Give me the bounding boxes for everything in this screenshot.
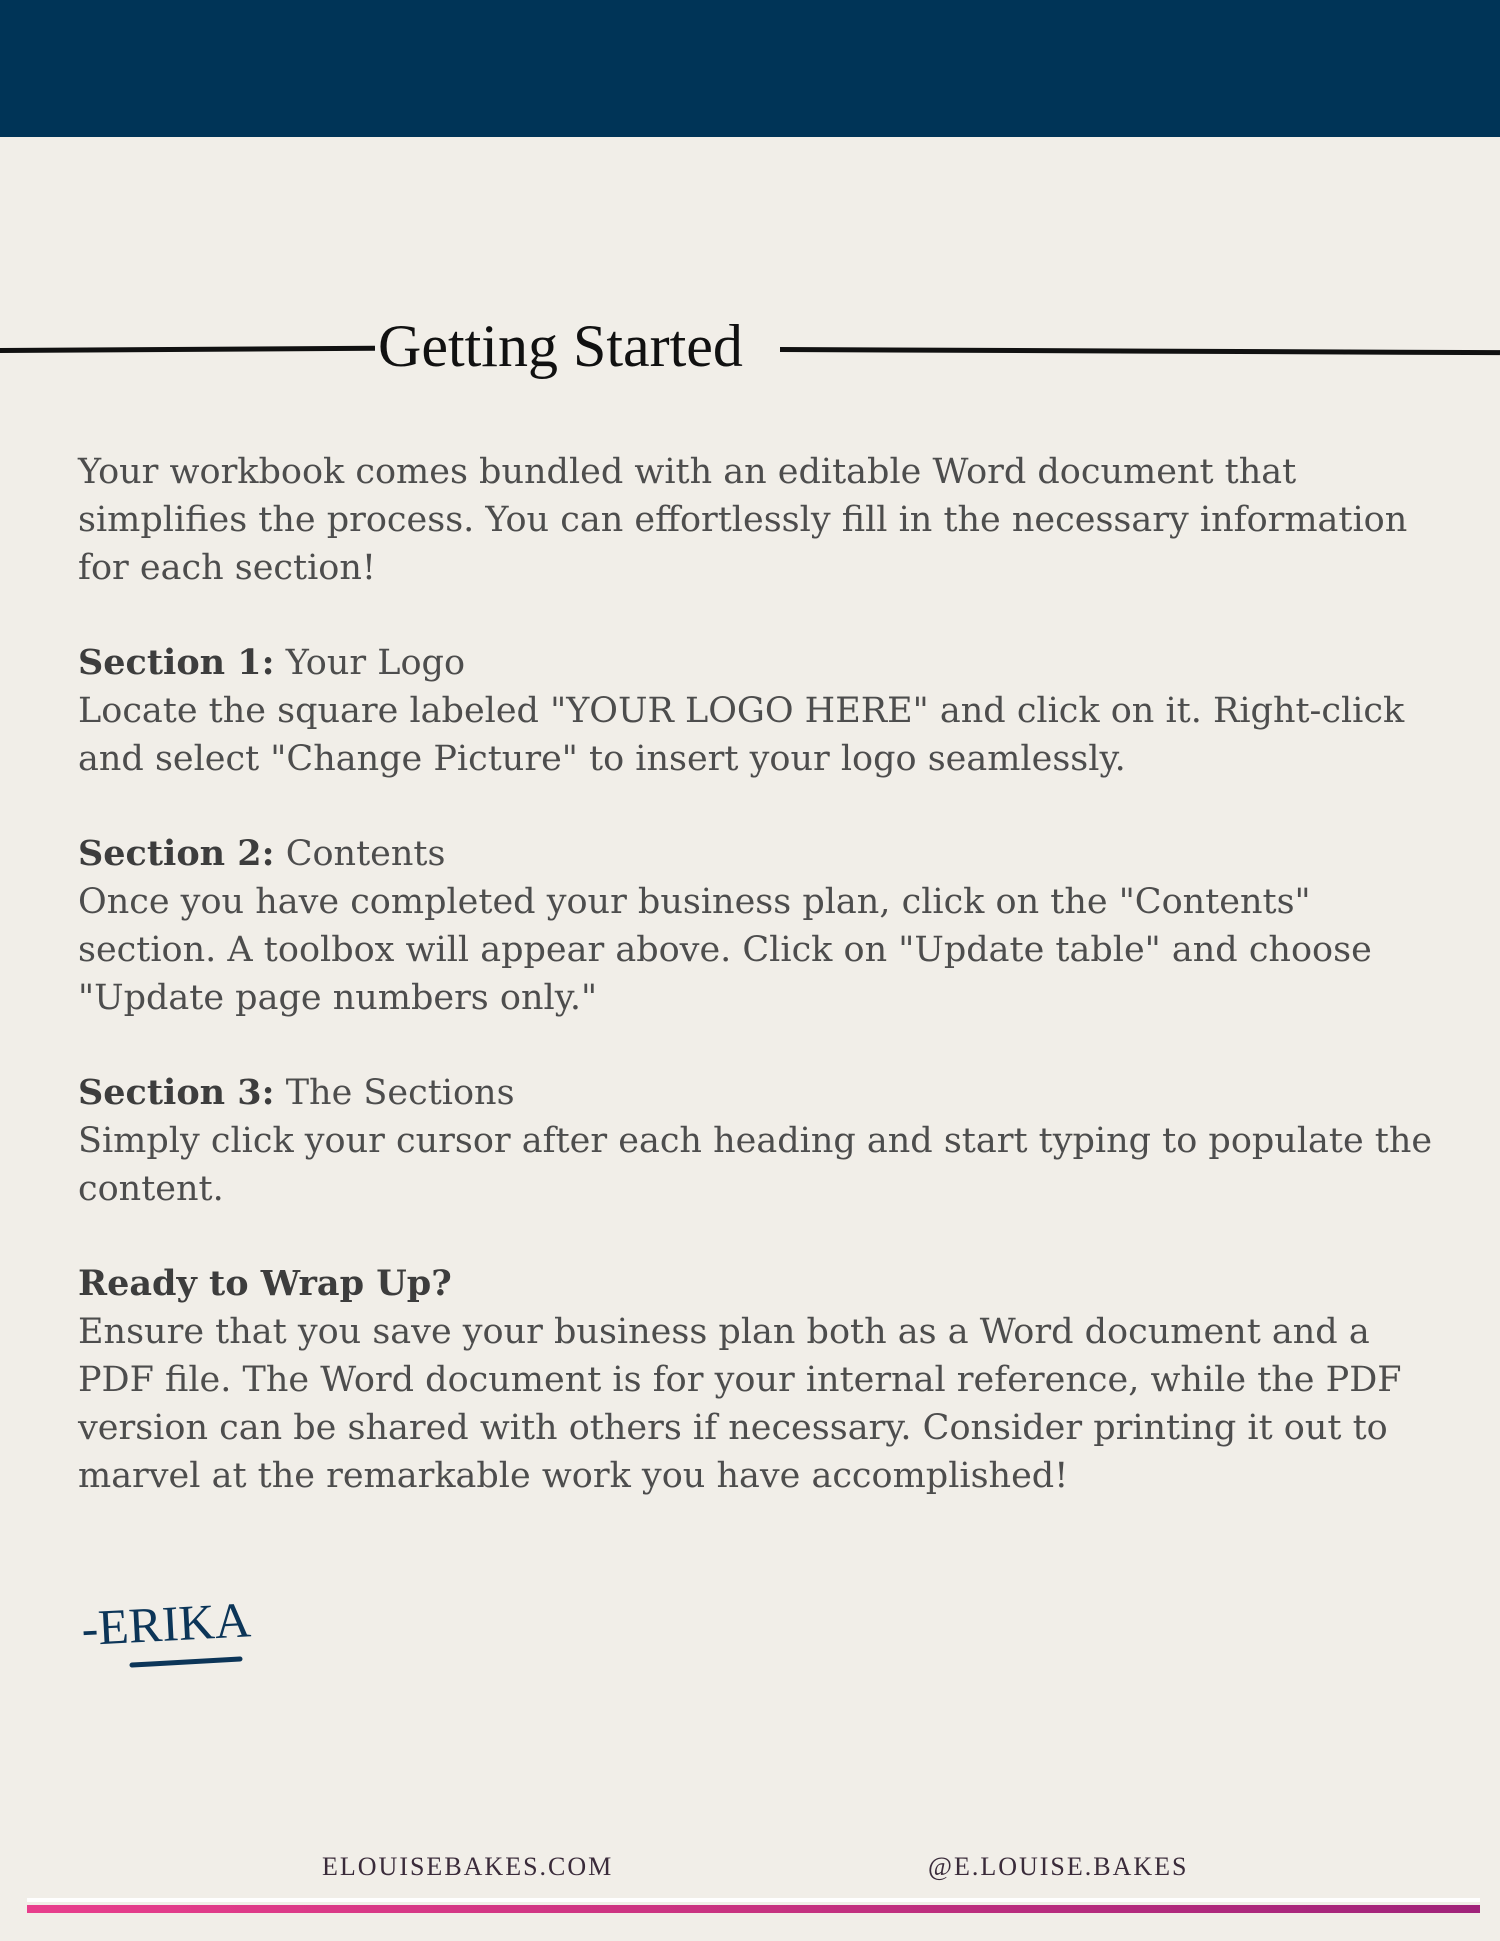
section-3-subheading: The Sections xyxy=(274,1073,515,1113)
section-3-heading: Section 3: xyxy=(78,1072,275,1113)
section-1 xyxy=(78,639,1438,783)
intro-paragraph: Your workbook comes bundled with an editable Word document that simplifies the process. You can effortlessly fill in the necessary information for each section! xyxy=(78,452,1408,588)
page-title: Getting Started xyxy=(378,313,743,379)
section-2-body: Once you have completed your business plan, click on the "Contents" section. A toolbox will appear above. Click on "Update table" and choose "Update page numbers only." xyxy=(78,882,1372,1018)
section-2-heading: Section 2: xyxy=(78,833,275,874)
section-2 xyxy=(78,830,1438,1022)
title-rule-right xyxy=(780,347,1500,355)
signature-text: -ERIKA xyxy=(80,1591,253,1657)
signature-underline xyxy=(132,1659,240,1665)
title-rule-left xyxy=(0,346,375,353)
wrap-up-body: Ensure that you save your business plan both as a Word document and a PDF file. The Word document is for your internal reference, while the PDF version can be shared with others if necessary. Consider printing it out to marvel at the remarkable work you have accomplished! xyxy=(78,1312,1402,1496)
section-3 xyxy=(78,1069,1438,1213)
section-1-subheading: Your Logo xyxy=(274,643,466,683)
title-row xyxy=(0,300,1500,390)
wrap-up-section xyxy=(78,1260,1438,1500)
section-2-subheading: Contents xyxy=(274,834,446,874)
signature-image xyxy=(80,1585,280,1685)
wrap-up-heading: Ready to Wrap Up? xyxy=(78,1263,452,1304)
section-1-body: Locate the square labeled "YOUR LOGO HERE" and click on it. Right-click and select "Change Picture" to insert your logo seamlessly. xyxy=(78,691,1405,779)
footer-bar-highlight xyxy=(27,1898,1480,1902)
footer-social-handle[interactable]: @E.LOUISE.BAKES xyxy=(928,1852,1189,1881)
section-3-body: Simply click your cursor after each heading and start typing to populate the content. xyxy=(78,1121,1433,1209)
top-banner xyxy=(0,0,1500,137)
document-body xyxy=(78,448,1438,1547)
footer-website[interactable]: ELOUISEBAKES.COM xyxy=(322,1852,614,1881)
footer-accent-bar xyxy=(27,1905,1480,1913)
section-1-heading: Section 1: xyxy=(78,642,275,683)
